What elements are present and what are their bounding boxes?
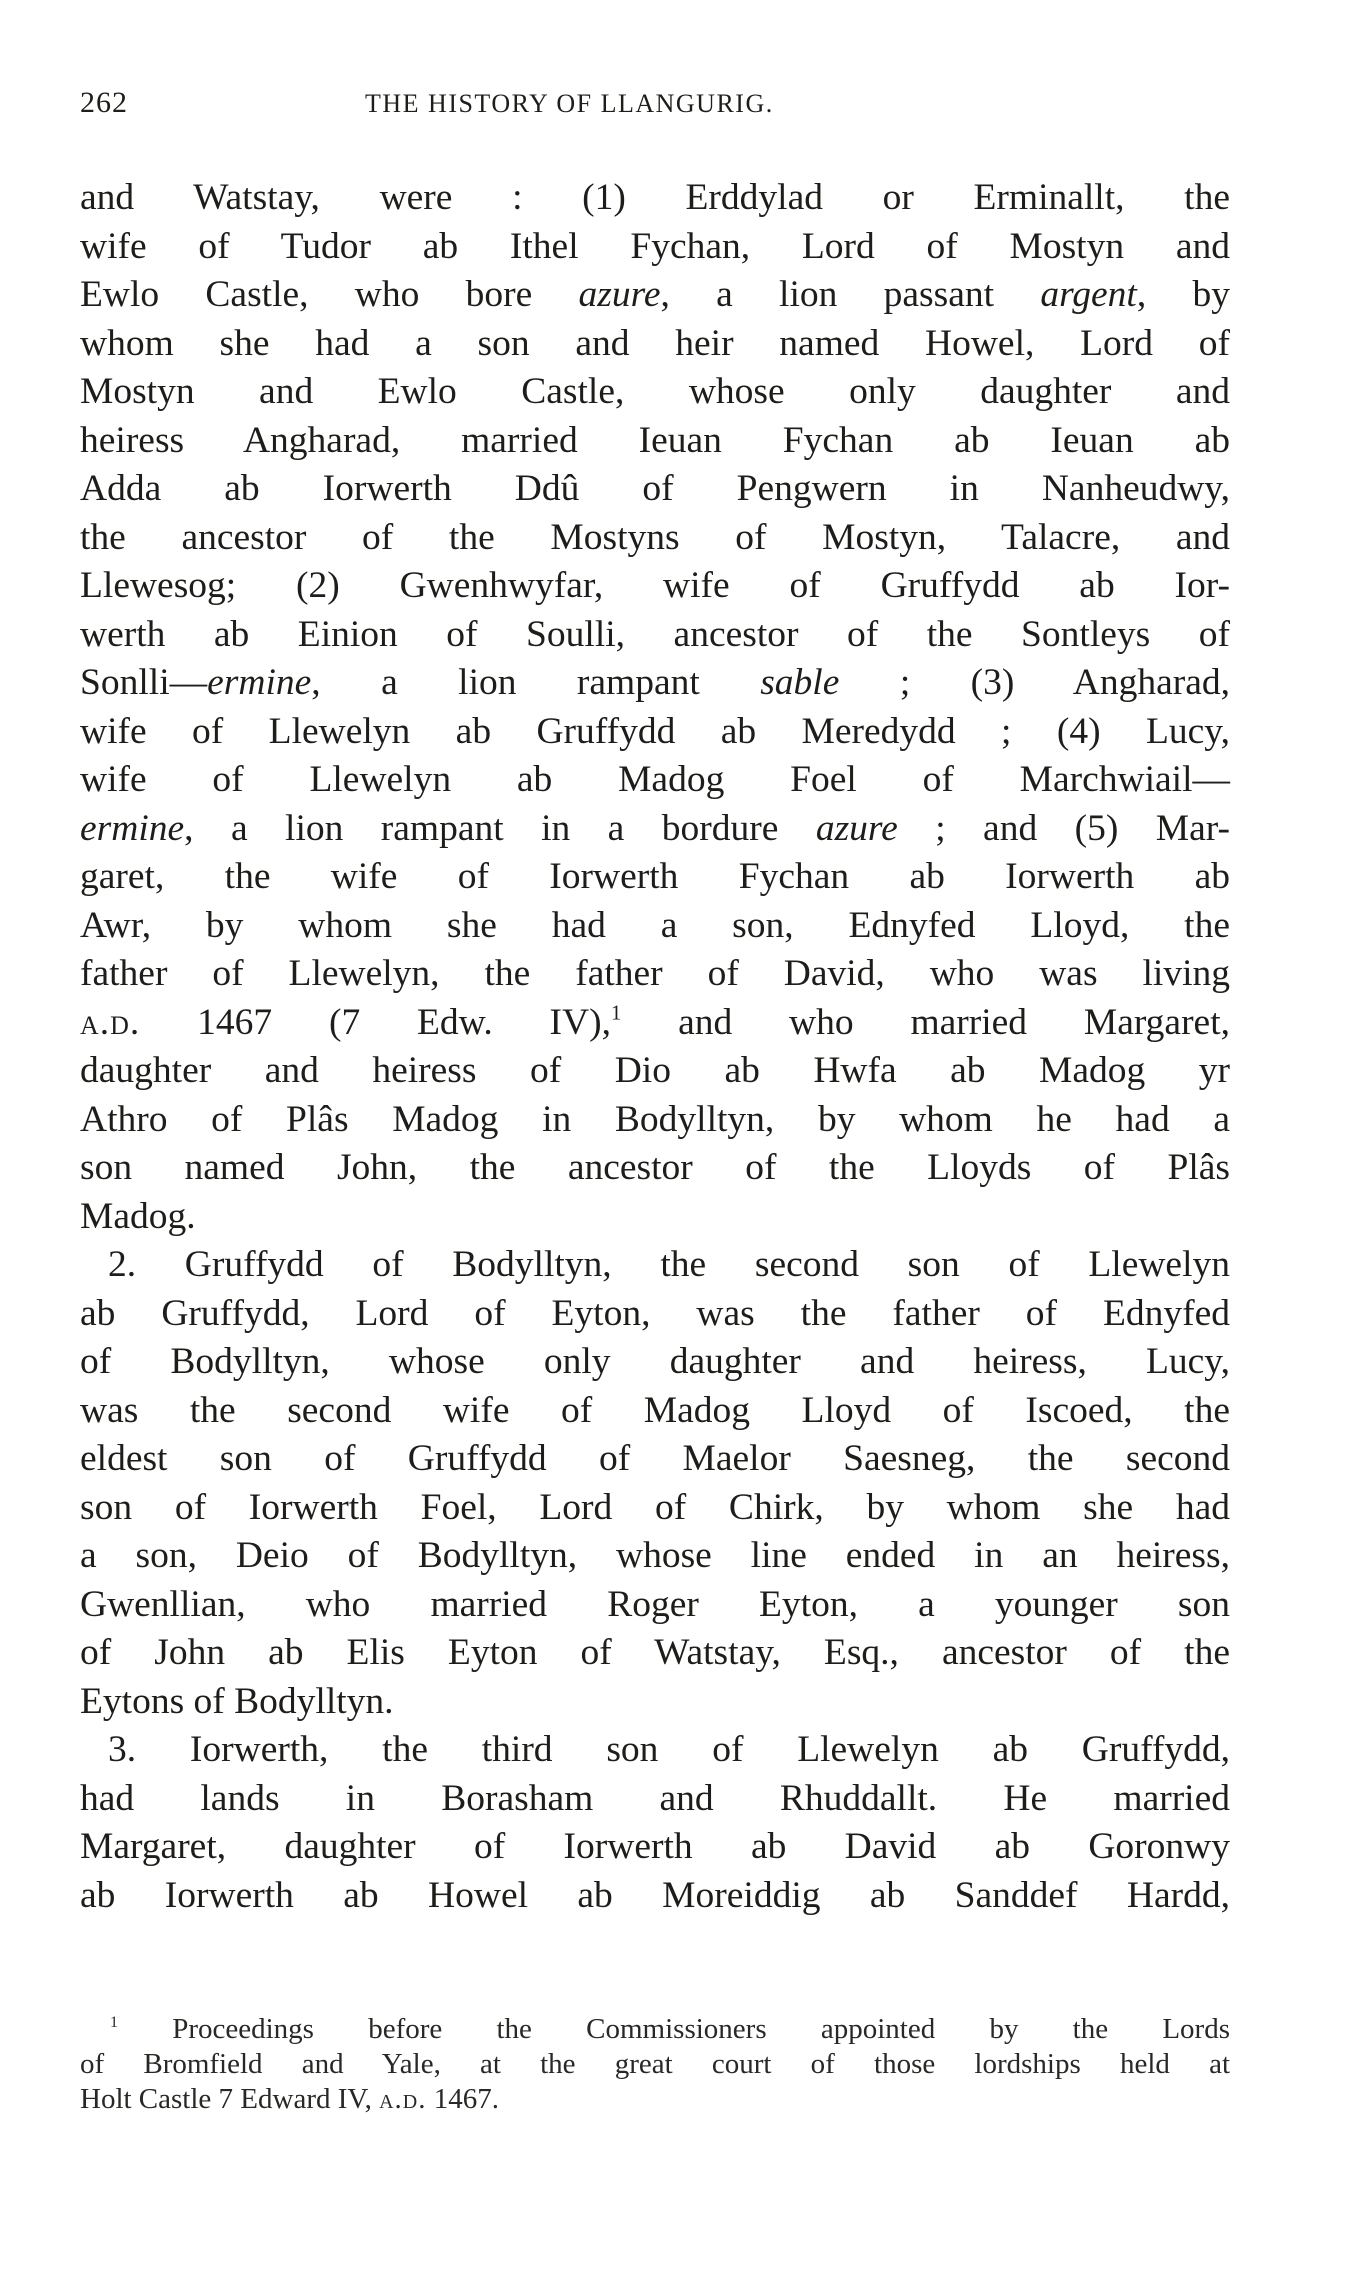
era-abbrev: a.d.	[80, 1001, 141, 1043]
text-line: ab Iorwerth ab Howel ab Moreiddig ab Sanddef Hardd,	[80, 1874, 1230, 1916]
text-line: father of Llewelyn, the father of David, who was living	[80, 953, 1230, 994]
italic-term: ermine	[80, 807, 185, 849]
text-line: son of Iorwerth Foel, Lord of Chirk, by whom she had	[80, 1486, 1230, 1528]
page	[80, 86, 1230, 1920]
text-line: Adda ab Iorwerth Ddû of Pengwern in Nanheudwy,	[80, 468, 1230, 509]
text-line: of Bodylltyn, whose only daughter and heiress, Lucy,	[80, 1341, 1230, 1382]
footnote-line: of Bromfield and Yale, at the great court of those lordships held at	[80, 2048, 1230, 2080]
text-line: Madog.	[80, 1195, 196, 1237]
text-line: Awr, by whom she had a son, Ednyfed Lloyd, the	[80, 904, 1230, 946]
text-line: Mostyn and Ewlo Castle, whose only daughter and	[80, 371, 1230, 412]
text-line: the ancestor of the Mostyns of Mostyn, Talacre, and	[80, 516, 1230, 558]
footnote-line: Holt Castle 7 Edward IV, a.d. 1467.	[80, 2083, 499, 2115]
text-line: 2. Gruffydd of Bodylltyn, the second son of Llewelyn	[108, 1244, 1230, 1285]
text-line: of John ab Elis Eyton of Watstay, Esq., ancestor of the	[80, 1632, 1230, 1673]
footnote-ref[interactable]: 1	[610, 1002, 622, 1025]
text-line: a son, Deio of Bodylltyn, whose line ended in an heiress,	[80, 1535, 1230, 1576]
body-text	[80, 174, 1230, 1920]
footnote	[80, 2012, 1230, 2117]
text-line: a.d. 1467 (7 Edw. IV),$^1$ and who married Margaret,	[80, 1001, 1230, 1043]
italic-term: azure	[578, 274, 661, 315]
text-line: wife of Tudor ab Ithel Fychan, Lord of Mostyn and	[80, 225, 1230, 267]
text-line: was the second wife of Madog Lloyd of Iscoed, the	[80, 1389, 1230, 1431]
text-line: garet, the wife of Iorwerth Fychan ab Iorwerth ab	[80, 856, 1230, 897]
footnote-line	[80, 2012, 1230, 2047]
italic-term: azure	[815, 807, 898, 849]
text-line: eldest son of Gruffydd of Maelor Saesneg, the second	[80, 1438, 1230, 1479]
footnote-text: Proceedings before the Commissioners appointed by the Lords	[172, 2013, 1231, 2045]
text-line: wife of Llewelyn ab Gruffydd ab Meredydd ; (4) Lucy,	[80, 710, 1230, 752]
text-line: Margaret, daughter of Iorwerth ab David ab Goronwy	[80, 1826, 1230, 1867]
italic-term: sable	[760, 662, 840, 703]
text-line: 3. Iorwerth, the third son of Llewelyn ab Gruffydd,	[108, 1729, 1230, 1770]
era-abbrev: a.d.	[379, 2083, 427, 2115]
text-line: Ewlo Castle, who bore azure, a lion passant argent, by	[80, 274, 1230, 315]
text-line: ab Gruffydd, Lord of Eyton, was the father of Ednyfed	[80, 1292, 1230, 1334]
page-number: 262	[80, 86, 128, 119]
text-line: Gwenllian, who married Roger Eyton, a younger son	[80, 1583, 1230, 1625]
text-line: son named John, the ancestor of the Lloyds of Plâs	[80, 1147, 1230, 1188]
italic-term: ermine	[207, 662, 312, 703]
text-line: whom she had a son and heir named Howel, Lord of	[80, 322, 1230, 364]
page-header	[80, 86, 1230, 126]
footnote-marker: 1	[110, 2013, 118, 2031]
text-line: had lands in Borasham and Rhuddallt. He married	[80, 1777, 1230, 1819]
text-line: Eytons of Bodylltyn.	[80, 1680, 394, 1722]
text-line: Athro of Plâs Madog in Bodylltyn, by whom he had a	[80, 1098, 1230, 1140]
text-line: werth ab Einion of Soulli, ancestor of the Sontleys of	[80, 613, 1230, 655]
text-line: daughter and heiress of Dio ab Hwfa ab Madog yr	[80, 1050, 1230, 1091]
text-line: heiress Angharad, married Ieuan Fychan ab Ieuan ab	[80, 419, 1230, 461]
italic-term: argent	[1040, 274, 1137, 315]
running-title: THE HISTORY OF LLANGURIG.	[365, 89, 774, 118]
text-line: ermine, a lion rampant in a bordure azure ; and (5) Mar-	[80, 807, 1230, 849]
text-line: and Watstay, were : (1) Erddylad or Erminallt, the	[80, 177, 1230, 218]
text-line: wife of Llewelyn ab Madog Foel of Marchwiail—	[80, 759, 1230, 800]
text-line: Sonlli—ermine, a lion rampant sable ; (3) Angharad,	[80, 662, 1230, 703]
text-line: Llewesog; (2) Gwenhwyfar, wife of Gruffydd ab Ior-	[80, 565, 1230, 606]
